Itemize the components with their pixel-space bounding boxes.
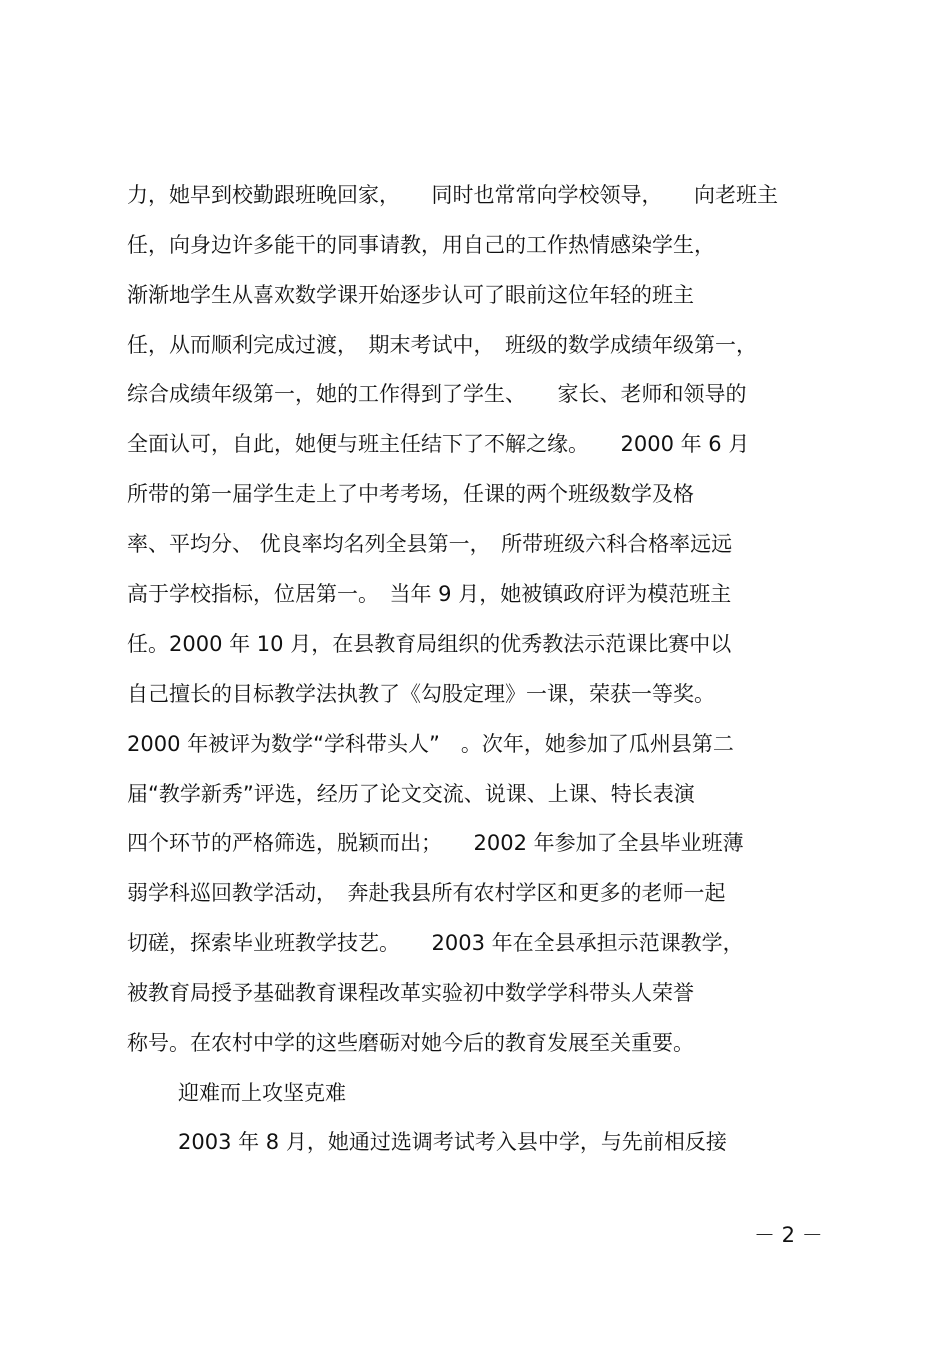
body-text-line: 届“教学新秀”评选，经历了论文交流、说课、上课、特长表演 — [127, 782, 695, 806]
section-heading: 迎难而上攻坚克难 — [178, 1081, 346, 1105]
body-text-line: 弱学科巡回教学活动， 奔赴我县所有农村学区和更多的老师一起 — [127, 881, 726, 905]
body-text-line: 四个环节的严格筛选，脱颖而出； 2002 年参加了全县毕业班薄 — [127, 831, 744, 855]
body-text-line: 任，向身边许多能干的同事请教，用自己的工作热情感染学生， — [127, 233, 715, 257]
body-text-line: 率、平均分、 优良率均名列全县第一， 所带班级六科合格率远远 — [127, 532, 733, 556]
body-text-line: 全面认可，自此，她便与班主任结下了不解之缘。 2000 年 6 月 — [127, 432, 750, 456]
body-text-line: 所带的第一届学生走上了中考考场，任课的两个班级数学及格 — [127, 482, 694, 506]
body-text-line: 称号。在农村中学的这些磨砺对她今后的教育发展至关重要。 — [127, 1031, 694, 1055]
body-text-line: 任。2000 年 10 月，在县教育局组织的优秀教法示范课比赛中以 — [127, 632, 732, 656]
body-text-line: 任，从而顺利完成过渡， 期末考试中， 班级的数学成绩年级第一， — [127, 333, 757, 357]
body-text-line: 自己擅长的目标教学法执教了《勾股定理》一课，荣获一等奖。 — [127, 682, 715, 706]
body-text-line: 2003 年 8 月，她通过选调考试考入县中学，与先前相反接 — [178, 1130, 727, 1154]
body-text-line: 2000 年被评为数学“学科带头人” 。次年，她参加了瓜州县第二 — [127, 732, 734, 756]
body-text-line: 渐渐地学生从喜欢数学课开始逐步认可了眼前这位年轻的班主 — [127, 283, 694, 307]
body-text-line: 被教育局授予基础教育课程改革实验初中数学学科带头人荣誉 — [127, 981, 694, 1005]
page-number: － 2 － — [754, 1223, 823, 1247]
body-text-line: 高于学校指标，位居第一。 当年 9 月，她被镇政府评为模范班主 — [127, 582, 732, 606]
body-text-line: 综合成绩年级第一，她的工作得到了学生、 家长、老师和领导的 — [127, 382, 747, 406]
body-text-line: 切磋，探索毕业班教学技艺。 2003 年在全县承担示范课教学， — [127, 931, 744, 955]
body-text-line: 力，她早到校勤跟班晚回家， 同时也常常向学校领导， 向老班主 — [127, 183, 778, 207]
